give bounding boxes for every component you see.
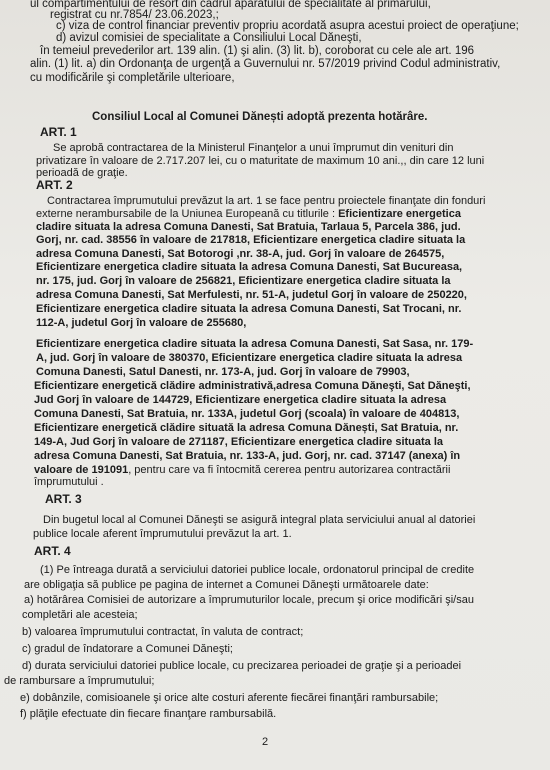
council-heading: Consiliul Local al Comunei Dănești adoptă prezenta hotărâre. <box>92 111 428 123</box>
art1-line: privatizare în valoare de 2.717.207 lei, cu o maturitate de maximum 10 ani.,, din care 12 luni <box>36 155 485 167</box>
art1-title: ART. 1 <box>40 125 77 139</box>
art2-intro-text: externe nerambursabile de la Uniunea Europeană cu titlurile : <box>36 208 339 220</box>
art3-line: publice locale aferent împrumutului prevăzut la art. 1. <box>33 528 292 540</box>
preamble-line: d) avizul comisiei de specialitate a Consiliului Local Dăneşti, <box>56 32 362 44</box>
art2-project-line: cladire situata la adresa Comuna Danesti, Sat Bratuia, Tarlaua 5, Parcela 386, jud. <box>36 221 461 233</box>
art2-project-line: adresa Comuna Danesti, Sat Botorogi ,nr. 38-A, jud. Gorj în valoare de 264575, <box>36 248 445 260</box>
art4-line: a) hotărârea Comisiei de autorizare a împrumuturilor locale, precum şi orice modificări şi/sau <box>24 594 474 606</box>
art3-line: Din bugetul local al Comunei Dăneşti se asigură integral plata serviciului anual al datoriei <box>43 514 476 526</box>
art2-project-line: Gorj, nr. cad. 38556 în valoare de 217818, Eficientizare energetica cladire situata la <box>36 234 466 246</box>
art3-title: ART. 3 <box>45 492 82 506</box>
preamble-line: alin. (1) lit. a) din Ordonanţa de urgenţă a Guvernului nr. 57/2019 privind Codul administrativ, <box>30 58 501 70</box>
art4-line: de rambursare a împrumutului; <box>4 675 155 687</box>
art4-line: d) durata serviciului datoriei publice locale, cu precizarea perioadei de graţie şi a perioadei <box>22 660 462 672</box>
art1-line: Se aprobă contractarea de la Ministerul Finanţelor a unui împrumut din venituri din <box>53 142 454 154</box>
art4-line: (1) Pe întreaga durată a serviciului datoriei publice locale, ordonatorul principal de credite <box>40 564 475 576</box>
art2-project-line: Eficientizare energetica cladire situata la adresa Comuna Danesti, Sat Bucureasa, <box>36 261 463 273</box>
art4-line: f) plăţile efectuate din fiecare finanţare rambursabilă. <box>20 708 277 720</box>
art2-project-line: Eficientizare energetica cladire situata la adresa Comuna Danesti, Sat Sasa, nr. 179- <box>36 338 474 350</box>
preamble-line: registrat cu nr.7854/ 23.06.2023,; <box>50 9 219 21</box>
art2-project-line: adresa Comuna Danesti, Sat Merfulesti, nr. 51-A, judetul Gorj în valoare de 250220, <box>36 289 467 301</box>
art4-title: ART. 4 <box>34 544 71 558</box>
page-number: 2 <box>262 736 269 748</box>
art2-project-line: nr. 175, jud. Gorj în valoare de 256821, Eficientizare energetica cladire situata la <box>36 275 451 287</box>
art2-project-line: Eficientizare energetică clădire administrativă,adresa Comuna Dăneşti, Sat Dăneşti, <box>34 380 471 392</box>
art2-title: ART. 2 <box>36 178 73 192</box>
art2-project-line: Comuna Danesti, Satul Danesti, nr. 173-A, jud. Gorj în valoare de 79903, <box>36 366 410 378</box>
art2-project-line: Comuna Danesti, Sat Bratuia, nr. 133A, judetul Gorj (scoala) în valoare de 404813, <box>34 408 460 420</box>
art2-project-line: 112-A, judetul Gorj în valoare de 255680, <box>36 317 247 329</box>
art2-line: Contractarea împrumutului prevăzut la art. 1 se face pentru proiectele finanţate din fonduri <box>47 195 486 207</box>
art2-project-title: Eficientizare energetica <box>338 208 461 220</box>
art4-line: c) gradul de îndatorare a Comunei Dăneşti; <box>22 643 233 655</box>
art2-project-line: adresa Comuna Danesti, Sat Bratuia, nr. 133-A, jud. Gorj, nr. cad. 37147 (anexa) în <box>34 450 461 462</box>
art2-project-line: Eficientizare energetică clădire situată la adresa Comuna Dănești, Sat Bratuia, nr. <box>34 422 459 434</box>
art1-line: perioadă de graţie. <box>36 167 128 179</box>
art2-line <box>36 208 461 221</box>
art4-line: b) valoarea împrumutului contractat, în valuta de contract; <box>22 626 304 638</box>
art2-closing-text: , pentru care va fi întocmită cererea pentru autorizarea contractării <box>128 464 451 476</box>
preamble-line: în temeiul prevederilor art. 139 alin. (1) şi alin. (3) lit. b), coroborat cu cele ale art. 196 <box>40 45 475 57</box>
preamble-line: cu modificările şi completările ulterioare, <box>30 72 235 84</box>
art2-project-line: A, jud. Gorj în valoare de 380370, Eficientizare energetica cladire situata la adresa <box>36 352 463 364</box>
art2-project-line: Eficientizare energetica cladire situata la adresa Comuna Danesti, Sat Trocani, nr. <box>36 303 462 315</box>
preamble-line: c) viza de control financiar preventiv propriu acordată asupra acestui proiect de operaţiune; <box>56 20 519 32</box>
art4-line: are obligaţia să publice pe pagina de internet a Comunei Dăneşti următoarele date: <box>24 579 429 591</box>
art2-project-line: Jud Gorj în valoare de 144729, Eficientizare energetica cladire situata la adresa <box>34 394 447 406</box>
art2-line: împrumutului . <box>34 476 104 488</box>
art4-line: completări ale acesteia; <box>22 609 138 621</box>
art4-line: e) dobânzile, comisioanele şi orice alte costuri aferente fiecărei finanţări rambursabile; <box>20 692 439 704</box>
art2-last-value: valoare de 191091 <box>34 464 129 476</box>
art2-project-line: 149-A, Jud Gorj în valoare de 271187, Eficientizare energetica cladire situata la <box>34 436 444 448</box>
preamble-line: ul compartimentului de resort din cadrul aparatului de specialitate al primarului, <box>30 0 431 10</box>
